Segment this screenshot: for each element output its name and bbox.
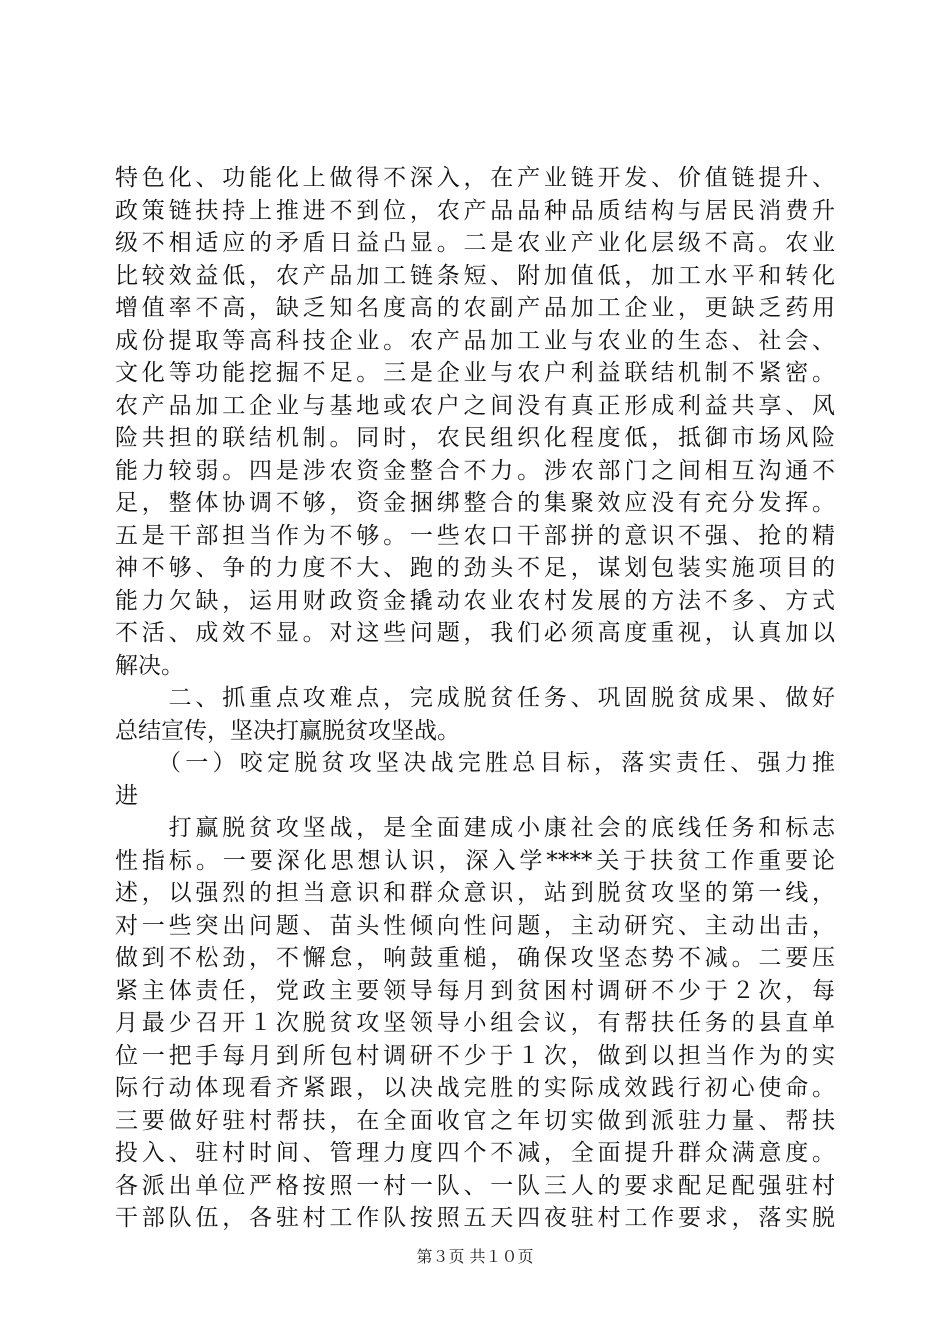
- text-line: 能力较弱。四是涉农资金整合不力。涉农部门之间相互沟通不: [115, 457, 835, 484]
- text-line: 险共担的联结机制。同时，农民组织化程度低，抵御市场风险: [115, 425, 835, 451]
- subsection-heading-one: [115, 747, 835, 812]
- page-number: 第３页 共１０页: [416, 1247, 534, 1266]
- heading-line: 二、抓重点攻难点，完成脱贫任务、巩固脱贫成果、做好: [115, 685, 835, 711]
- paragraph-poverty-alleviation: [115, 812, 835, 1235]
- text-line: 解决。: [115, 652, 184, 679]
- text-line: 际行动体现看齐紧跟，以决战完胜的实际成效践行初心使命。: [115, 1075, 835, 1101]
- text-line: 文化等功能挖掘不足。三是企业与农户利益联结机制不紧密。: [115, 360, 835, 386]
- heading-line: 总结宣传，坚决打赢脱贫攻坚战。: [115, 717, 460, 744]
- text-line: 增值率不高，缺乏知名度高的农副产品加工企业，更缺乏药用: [115, 295, 835, 321]
- text-line: 打赢脱贫攻坚战，是全面建成小康社会的底线任务和标志: [115, 815, 835, 841]
- document-body: [115, 162, 835, 1235]
- text-line: 各派出单位严格按照一村一队、一队三人的要求配足配强驻村: [115, 1172, 835, 1199]
- heading-line: 进: [115, 782, 138, 809]
- text-line: 能力欠缺，运用财政资金撬动农业农村发展的方法不多、方式: [115, 587, 835, 614]
- text-line: 干部队伍，各驻村工作队按照五天四夜驻村工作要求，落实脱: [115, 1205, 835, 1231]
- text-line: 性指标。一要深化思想认识，深入学****关于扶贫工作重要论: [115, 847, 835, 874]
- text-line: 做到不松劲，不懈怠，响鼓重槌，确保攻坚态势不减。二要压: [115, 945, 835, 971]
- text-line: 神不够、争的力度不大、跑的劲头不足，谋划包装实施项目的: [115, 555, 835, 581]
- page-footer: [0, 1244, 950, 1267]
- text-line: 对一些突出问题、苗头性倾向性问题，主动研究、主动出击，: [115, 912, 835, 939]
- text-line: 月最少召开１次脱贫攻坚领导小组会议，有帮扶任务的县直单: [115, 1010, 835, 1036]
- text-line: 级不相适应的矛盾日益凸显。二是农业产业化层级不高。农业: [115, 230, 835, 256]
- text-line: 五是干部担当作为不够。一些农口干部拼的意识不强、抢的精: [115, 522, 835, 549]
- text-line: 政策链扶持上推进不到位，农产品品种品质结构与居民消费升: [115, 197, 835, 224]
- paragraph-problems: [115, 162, 835, 682]
- text-line: 位一把手每月到所包村调研不少于１次，做到以担当作为的实: [115, 1042, 835, 1069]
- text-line: 足，整体协调不够，资金捆绑整合的集聚效应没有充分发挥。: [115, 490, 835, 516]
- text-line: 投入、驻村时间、管理力度四个不减，全面提升群众满意度。: [115, 1140, 835, 1166]
- text-line: 农产品加工企业与基地或农户之间没有真正形成利益共享、风: [115, 392, 835, 419]
- text-line: 特色化、功能化上做得不深入，在产业链开发、价值链提升、: [115, 165, 835, 191]
- section-heading-two: [115, 682, 835, 747]
- text-line: 紧主体责任，党政主要领导每月到贫困村调研不少于２次，每: [115, 977, 835, 1004]
- text-line: 述，以强烈的担当意识和群众意识，站到脱贫攻坚的第一线，: [115, 880, 835, 906]
- text-line: 三要做好驻村帮扶，在全面收官之年切实做到派驻力量、帮扶: [115, 1107, 835, 1134]
- text-line: 不活、成效不显。对这些问题，我们必须高度重视，认真加以: [115, 620, 835, 646]
- text-line: 成份提取等高科技企业。农产品加工业与农业的生态、社会、: [115, 327, 835, 354]
- text-line: 比较效益低，农产品加工链条短、附加值低，加工水平和转化: [115, 262, 835, 289]
- heading-line: （一）咬定脱贫攻坚决战完胜总目标，落实责任、强力推: [115, 750, 835, 776]
